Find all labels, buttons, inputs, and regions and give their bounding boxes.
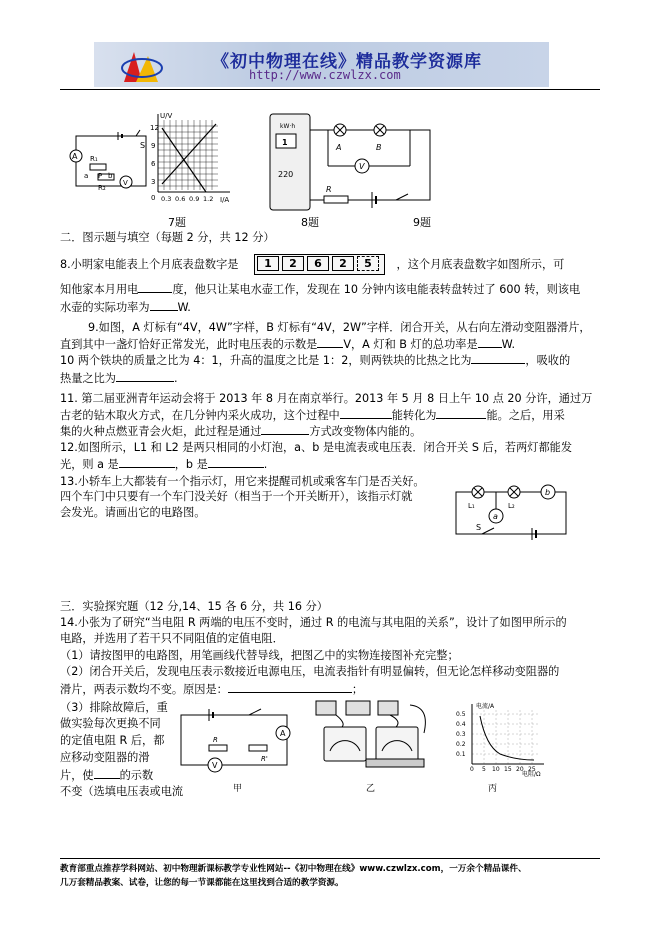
svg-text:5: 5 — [482, 766, 486, 773]
q13-line-1: 13.小轿车上大都装有一个指示灯，用它来提醒司机或乘客车门是否关好。 — [60, 475, 425, 488]
svg-text:1: 1 — [282, 138, 288, 147]
q9-line-2: 直到其中一盏灯恰好正常发光，此时电压表的示数是 V，A 灯和 B 灯的总功率是 W. — [60, 338, 516, 351]
svg-text:U/V: U/V — [160, 112, 173, 120]
svg-text:S: S — [140, 141, 146, 150]
svg-text:0: 0 — [470, 766, 474, 773]
header-banner — [94, 42, 549, 87]
q14-line-8: 的定值电阻 R 后，都 — [60, 734, 165, 747]
svg-text:3: 3 — [151, 178, 156, 186]
figure-14-apparatus — [306, 693, 442, 779]
svg-text:kW·h: kW·h — [280, 123, 296, 130]
figure-12-circuit — [452, 476, 572, 540]
figure-7-graph — [150, 110, 238, 206]
svg-text:1.2: 1.2 — [203, 195, 214, 203]
svg-text:12: 12 — [150, 124, 159, 132]
svg-text:0.5: 0.5 — [456, 711, 466, 718]
svg-text:A: A — [72, 152, 78, 161]
q14-line-10: 片，使 的示数 — [60, 769, 154, 782]
figure-7-circuit — [68, 128, 154, 198]
svg-text:0.6: 0.6 — [175, 195, 186, 203]
svg-text:10: 10 — [492, 766, 500, 773]
figure-14-a-caption: 甲 — [233, 784, 243, 794]
q8-line-1: 8.小明家电能表上个月底表盘数字是 ，这个月底表盘数字如图所示，可 — [60, 258, 565, 271]
svg-text:S: S — [476, 523, 482, 532]
svg-text:A: A — [336, 143, 342, 152]
banner-title: 《初中物理在线》精品教学资源库 — [212, 52, 482, 72]
svg-text:R₁: R₁ — [90, 155, 98, 163]
svg-text:0.1: 0.1 — [456, 751, 466, 758]
svg-text:R': R' — [261, 755, 268, 763]
svg-text:0.9: 0.9 — [189, 195, 200, 203]
meter-digit: 5 — [357, 256, 379, 271]
svg-text:R: R — [326, 185, 332, 194]
q14-line-6: （3）排除故障后，重 — [60, 701, 168, 714]
svg-text:0.3: 0.3 — [161, 195, 172, 203]
svg-text:I/A: I/A — [220, 196, 230, 204]
q14-line-4: （2）闭合开关后，发现电压表示数接近电源电压，电流表指针有明显偏转，但无论怎样移动变阻器的 — [60, 665, 560, 678]
q10-line-1: 10 两个铁块的质量之比为 4：1，升高的温度之比是 1：2，则两铁块的比热之比为 ，吸收的 — [60, 354, 571, 367]
q14-line-1: 14.小张为了研究“当电阻 R 两端的电压不变时，通过 R 的电流与其电阻的关系”，设计了如图甲所示的 — [60, 616, 567, 629]
banner-url: http://www.czwlzx.com — [249, 68, 401, 82]
svg-text:9: 9 — [151, 142, 156, 150]
q11-line-3: 集的火种点燃亚青会火炬，此过程是通过 方式改变物体内能的。 — [60, 425, 422, 438]
svg-text:25: 25 — [528, 766, 536, 773]
svg-text:a: a — [493, 512, 498, 521]
svg-text:电流/A: 电流/A — [476, 703, 495, 710]
q9-line-1: 9.如图，A 灯标有“4V，4W”字样，B 灯标有“4V，2W”字样．闭合开关，从右向左滑动变阻器滑片， — [88, 321, 591, 334]
svg-text:6: 6 — [151, 160, 156, 168]
figure-9-caption: 9题 — [413, 216, 431, 229]
header-rule — [60, 89, 600, 90]
meter-digit: 1 — [257, 256, 279, 271]
svg-text:a: a — [84, 172, 89, 180]
figure-8-caption: 8题 — [301, 216, 319, 229]
figure-14-graph — [450, 700, 550, 778]
figure-8-9-circuit — [268, 112, 440, 212]
svg-text:0.4: 0.4 — [456, 721, 466, 728]
logo-icon — [120, 46, 164, 84]
footer-line-1: 教育部重点推荐学科网站、初中物理新课标教学专业性网站--《初中物理在线》www.czwlzx.com，一万余个精品课件、 — [60, 864, 527, 874]
q8-line-2: 知他家本月用电 度，他只让某电水壶工作，发现在 10 分钟内该电能表转盘转过了 600 转，则该电 — [60, 283, 581, 296]
svg-text:L₁: L₁ — [468, 502, 475, 510]
svg-text:V: V — [212, 761, 218, 770]
q14-line-9: 应移动变阻器的滑 — [60, 751, 150, 764]
q8-line-3: 水壶的实际功率为 W. — [60, 301, 191, 314]
svg-text:B: B — [376, 143, 382, 152]
q14-line-5: 滑片，两表示数均不变。原因是： ； — [60, 683, 364, 696]
q13-line-2: 四个车门中只要有一个车门没关好（相当于一个开关断开），该指示灯就 — [60, 490, 413, 503]
footer-line-2: 几万套精品教案、试卷，让您的每一节课都能在这里找到合适的教学资源。 — [60, 878, 344, 888]
svg-text:V: V — [123, 179, 128, 187]
q11-line-2: 古老的钻木取火方式，在几分钟内采火成功，这个过程中 能转化为 能。之后，用采 — [60, 409, 565, 422]
meter-digit: 2 — [332, 256, 354, 271]
figure-14-circuit-a — [175, 703, 299, 785]
section-2-heading: 二．图示题与填空（每题 2 分，共 12 分） — [60, 231, 275, 244]
svg-text:0: 0 — [151, 194, 156, 202]
svg-text:R: R — [213, 736, 218, 744]
svg-text:b: b — [545, 488, 551, 497]
svg-text:P: P — [98, 172, 103, 180]
svg-text:0.2: 0.2 — [456, 741, 466, 748]
svg-text:20: 20 — [516, 766, 524, 773]
svg-text:L₂: L₂ — [508, 502, 515, 510]
svg-text:A: A — [280, 729, 286, 738]
svg-text:电阻/Ω: 电阻/Ω — [522, 771, 541, 778]
footer — [60, 862, 605, 890]
q14-line-11: 不变（选填电压表或电流 — [60, 785, 184, 798]
q11-line-1: 11. 第二届亚洲青年运动会将于 2013 年 8 月在南京举行。2013 年 5 月 8 日上午 10 点 20 分许，通过万 — [60, 392, 593, 405]
q12-line-1: 12.如图所示，L1 和 L2 是两只相同的小灯泡，a、b 是电流表或电压表．闭合开关 S 后，若两灯都能发 — [60, 441, 573, 454]
svg-text:0.3: 0.3 — [456, 731, 466, 738]
meter-digit: 2 — [282, 256, 304, 271]
q14-line-3: （1）请按图甲的电路图，用笔画线代替导线，把图乙中的实物连接图补充完整； — [60, 649, 459, 662]
q13-line-3: 会发光。请画出它的电路图。 — [60, 506, 206, 519]
figure-14-b-caption: 乙 — [366, 784, 376, 794]
footer-rule — [60, 858, 600, 859]
electricity-meter-reading — [254, 254, 385, 275]
figure-7-caption: 7题 — [168, 216, 186, 229]
svg-text:V: V — [359, 162, 365, 171]
section-3-heading: 三．实验探究题（12 分,14、15 各 6 分，共 16 分） — [60, 600, 328, 613]
svg-text:R₂: R₂ — [98, 184, 106, 192]
meter-digit: 6 — [307, 256, 329, 271]
figure-14-c-caption: 丙 — [488, 784, 498, 794]
q12-line-2: 光，则 a 是 ，b 是 . — [60, 458, 268, 471]
q14-line-7: 做实验每次更换不同 — [60, 717, 161, 730]
svg-text:15: 15 — [504, 766, 512, 773]
q10-line-2: 热量之比为 . — [60, 372, 178, 385]
svg-text:b: b — [108, 172, 113, 180]
svg-text:220: 220 — [278, 170, 294, 179]
q14-line-2: 电路，并选用了若干只不同阻值的定值电阻． — [60, 632, 284, 645]
